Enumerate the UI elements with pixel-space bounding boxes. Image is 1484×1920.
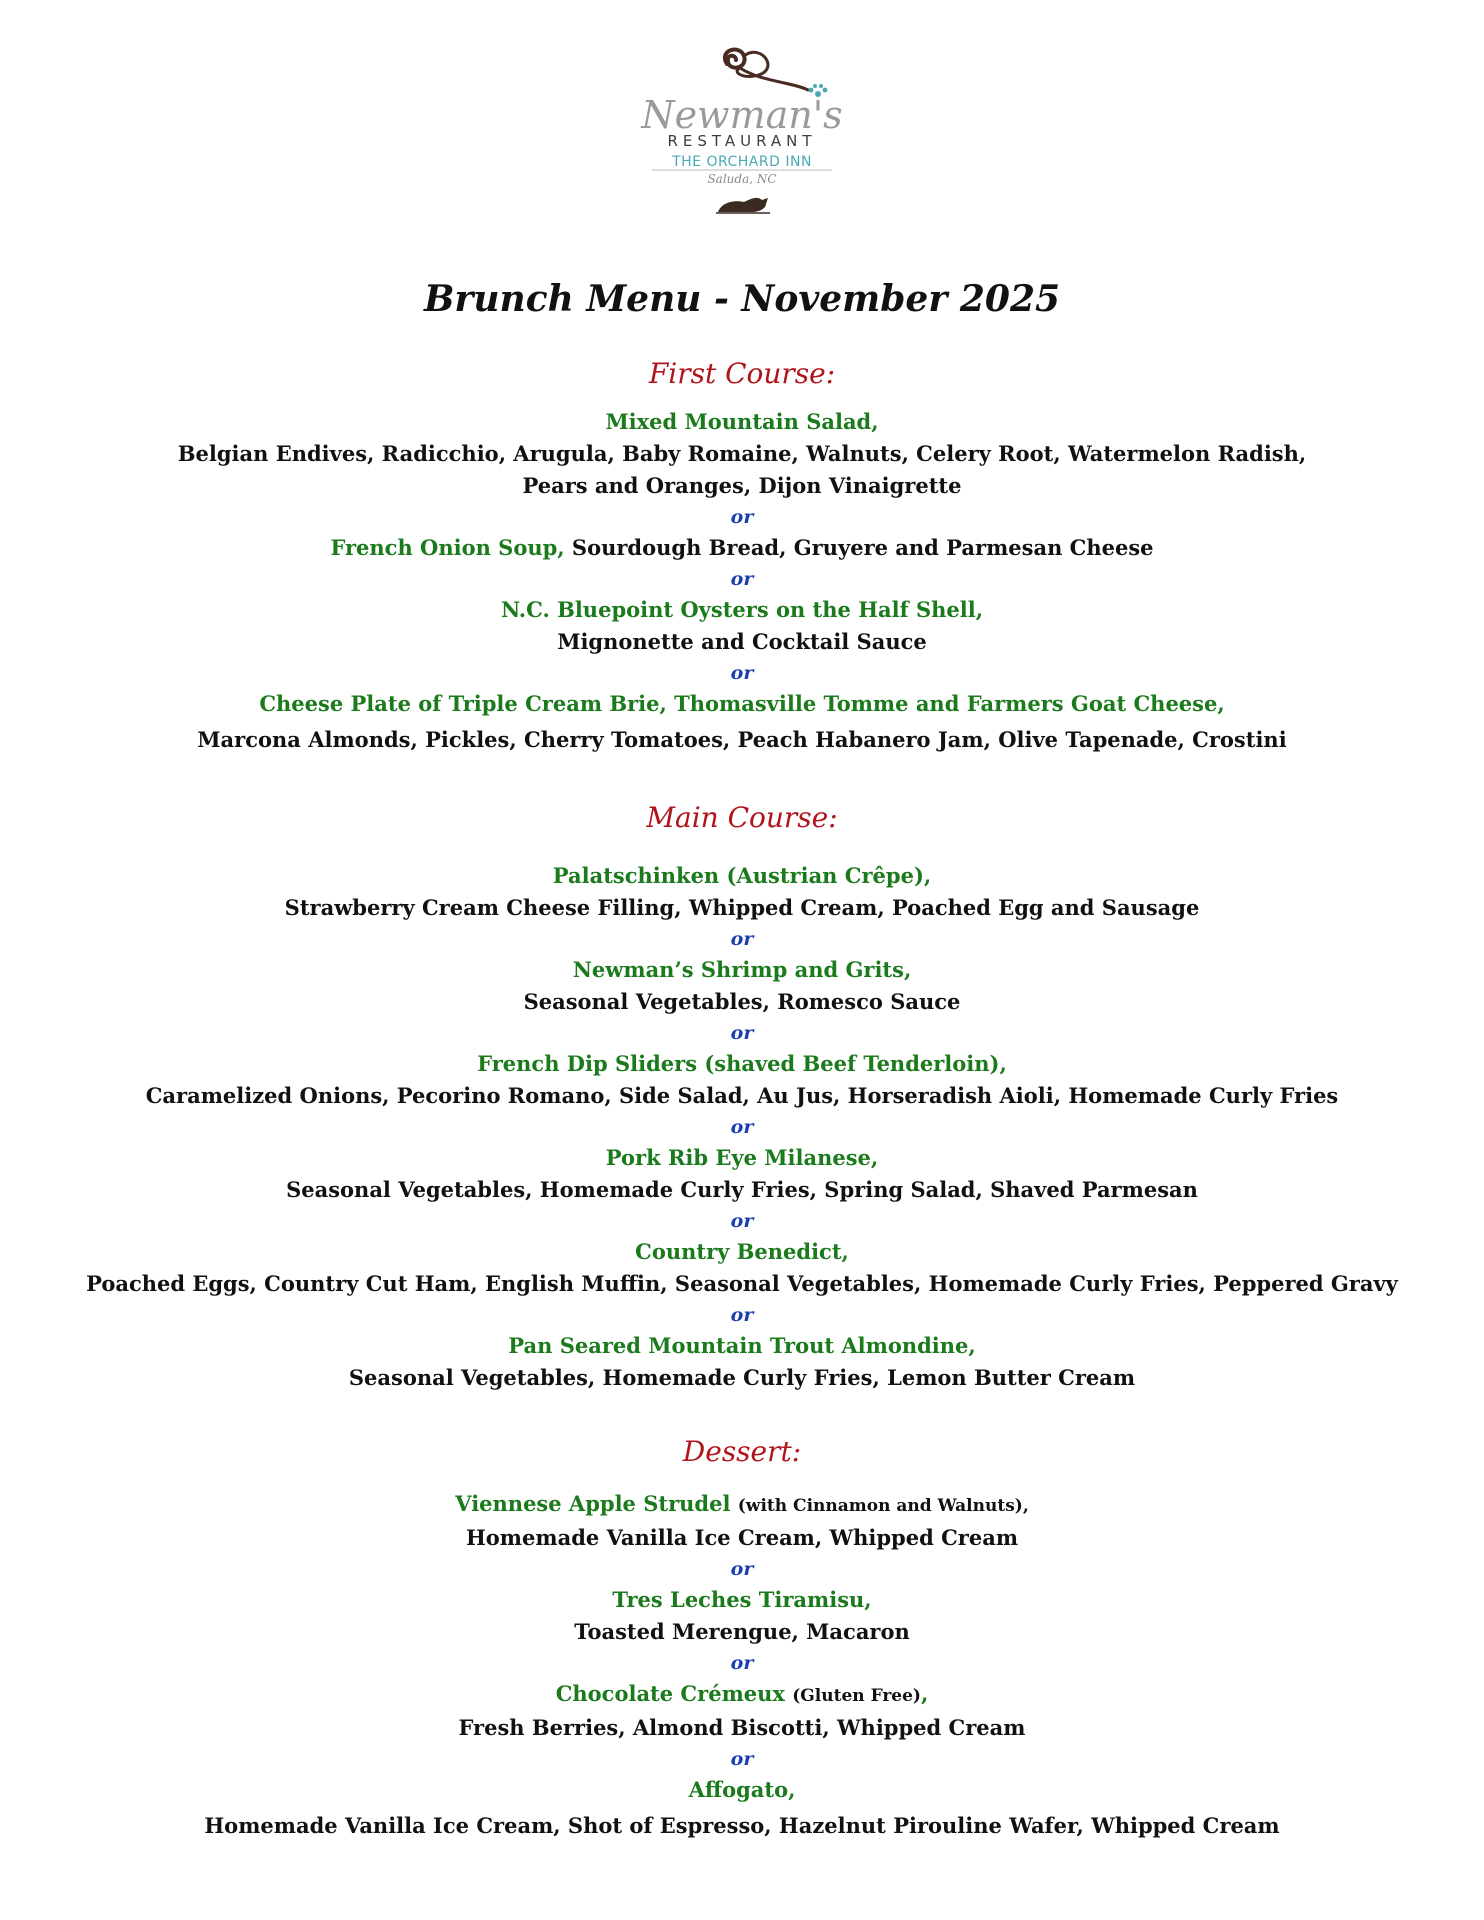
or-separator: or (730, 1210, 754, 1232)
dish-row (0, 1678, 1484, 1712)
dish-name: Pan Seared Mountain Trout Almondine, (508, 1333, 976, 1358)
dish-name: Viennese Apple Strudel (455, 1491, 731, 1516)
logo-inn-name: THE ORCHARD INN (672, 154, 812, 170)
logo-subtitle: RESTAURANT (667, 132, 817, 150)
section-heading: Dessert: (682, 1435, 802, 1468)
logo-swirl-icon (622, 42, 862, 172)
menu-title: Brunch Menu - November 2025 (423, 278, 1061, 320)
dish-description: Toasted Merengue, Macaron (574, 1619, 910, 1644)
dish-description: Caramelized Onions, Pecorino Romano, Side Salad, Au Jus, Horseradish Aioli, Homemade Curly Fries (145, 1083, 1339, 1108)
section-dessert (0, 1434, 1484, 1842)
or-separator: or (730, 506, 754, 528)
dish-name: Affogato, (688, 1777, 796, 1802)
dish-description: Poached Eggs, Country Cut Ham, English Muffin, Seasonal Vegetables, Homemade Curly Fries, Peppered Gravy (86, 1271, 1398, 1296)
section-first-course (0, 356, 1484, 756)
dish-description: Homemade Vanilla Ice Cream, Shot of Espresso, Hazelnut Pirouline Wafer, Whipped Cream (204, 1813, 1280, 1838)
or-separator: or (730, 1748, 754, 1770)
dish-name: French Onion Soup, (330, 535, 565, 560)
or-separator: or (730, 1304, 754, 1326)
or-separator: or (730, 1558, 754, 1580)
restaurant-logo (622, 42, 862, 232)
or-separator: or (730, 1022, 754, 1044)
dish-name: Tres Leches Tiramisu, (612, 1587, 872, 1612)
or-separator: or (730, 928, 754, 950)
dish-name: French Dip Sliders (shaved Beef Tenderloin), (477, 1051, 1007, 1076)
dish-description: Mignonette and Cocktail Sauce (557, 629, 927, 654)
dish-name: Chocolate Crémeux (555, 1681, 785, 1706)
dish-description: Seasonal Vegetables, Romesco Sauce (523, 989, 961, 1014)
logo-town: Saluda, NC (707, 172, 777, 186)
sleeping-dog-icon (716, 192, 770, 214)
dish-name: N.C. Bluepoint Oysters on the Half Shell, (500, 597, 984, 622)
dish-description: Marcona Almonds, Pickles, Cherry Tomatoes, Peach Habanero Jam, Olive Tapenade, Crostini (197, 727, 1287, 752)
dish-description: Sourdough Bread, Gruyere and Parmesan Cheese (571, 535, 1154, 560)
dish-name: Mixed Mountain Salad, (605, 409, 879, 434)
or-separator: or (730, 1652, 754, 1674)
dish-comma: , (920, 1681, 929, 1706)
dish-note: (with Cinnamon and Walnuts), (737, 1496, 1029, 1516)
or-separator: or (730, 568, 754, 590)
dish-description: Belgian Endives, Radicchio, Arugula, Baby Romaine, Walnuts, Celery Root, Watermelon Radish, (177, 441, 1307, 466)
dish-name: Country Benedict, (635, 1239, 849, 1264)
logo-wordmark: Newman's (641, 93, 843, 137)
dish-row (0, 1488, 1484, 1522)
section-main-course (0, 800, 1484, 1394)
dish-description: Homemade Vanilla Ice Cream, Whipped Cream (465, 1525, 1019, 1550)
section-heading: Main Course: (646, 801, 838, 834)
section-heading: First Course: (648, 357, 836, 390)
dish-description: Pears and Oranges, Dijon Vinaigrette (522, 473, 962, 498)
or-separator: or (730, 1116, 754, 1138)
dish-row (0, 532, 1484, 564)
dish-name: Cheese Plate of Triple Cream Brie, Thomasville Tomme and Farmers Goat Cheese, (259, 691, 1225, 716)
or-separator: or (730, 662, 754, 684)
dish-name: Pork Rib Eye Milanese, (605, 1145, 879, 1170)
dish-name: Newman’s Shrimp and Grits, (572, 957, 912, 982)
dish-description: Seasonal Vegetables, Homemade Curly Fries, Lemon Butter Cream (348, 1365, 1136, 1390)
dish-note: (Gluten Free) (792, 1686, 921, 1706)
dish-description: Fresh Berries, Almond Biscotti, Whipped Cream (458, 1715, 1026, 1740)
dish-description: Seasonal Vegetables, Homemade Curly Fries, Spring Salad, Shaved Parmesan (286, 1177, 1198, 1202)
dish-description: Strawberry Cream Cheese Filling, Whipped Cream, Poached Egg and Sausage (284, 895, 1200, 920)
dish-name: Palatschinken (Austrian Crêpe), (552, 863, 932, 888)
